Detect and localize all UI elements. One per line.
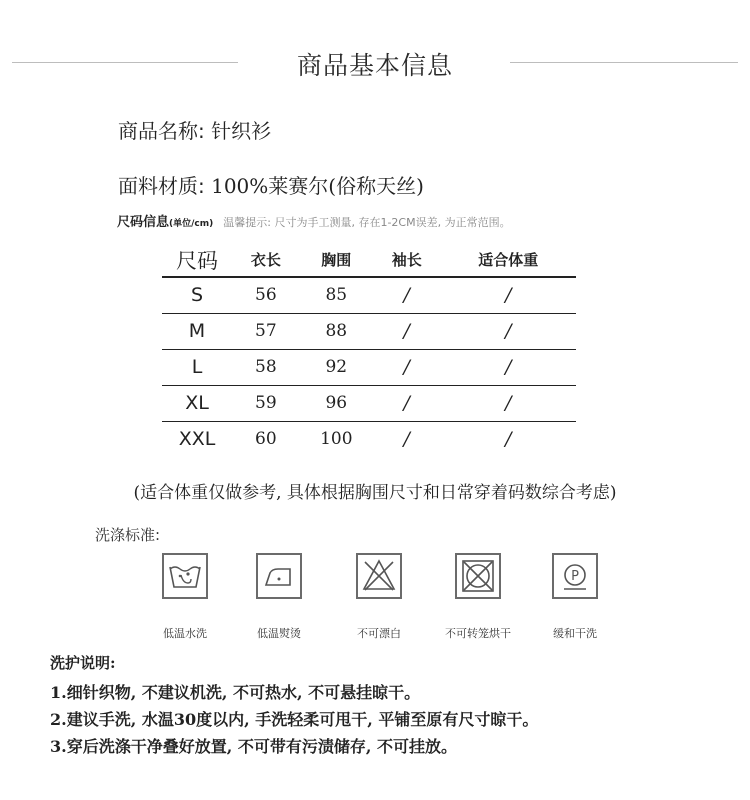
care-line: 1.细针织物, 不建议机洗, 不可热水, 不可悬挂晾干。 — [50, 683, 421, 702]
size-info-unit: (单位/cm) — [169, 219, 214, 229]
chest-cell: 92 — [300, 349, 373, 385]
size-info-label: 尺码信息 — [117, 215, 170, 230]
header-size: 尺码 — [162, 243, 232, 277]
weight-cell: / — [441, 349, 576, 385]
chest-cell: 96 — [300, 385, 373, 421]
no-tumble-dry-icon — [455, 553, 501, 599]
weight-cell: / — [441, 313, 576, 349]
material-value: 100%莱赛尔(俗称天丝) — [211, 174, 424, 198]
wash-label: 缓和干洗 — [553, 627, 597, 640]
header-weight: 适合体重 — [441, 243, 576, 277]
size-info-row — [117, 211, 511, 230]
wash-label: 不可漂白 — [357, 627, 401, 640]
length-cell: 58 — [232, 349, 300, 385]
sleeve-cell: / — [403, 428, 410, 451]
header-chest: 胸围 — [300, 243, 373, 277]
wash-label: 低温水洗 — [163, 627, 207, 640]
wash-label: 低温熨烫 — [257, 627, 301, 640]
length-cell: 60 — [255, 429, 277, 450]
wash-label: 不可转笼烘干 — [445, 627, 511, 640]
low-temp-wash-icon — [162, 553, 208, 599]
weight-cell: / — [441, 277, 576, 313]
weight-cell: / — [505, 428, 512, 451]
low-temp-iron-icon — [256, 553, 302, 599]
product-name-value: 针织衫 — [211, 119, 272, 143]
size-cell: XXL — [178, 428, 216, 451]
table-row — [162, 313, 576, 349]
material-row — [118, 170, 424, 199]
size-cell: S — [162, 277, 232, 313]
size-table — [162, 243, 576, 457]
section-title-row — [0, 40, 750, 90]
weight-cell: / — [441, 385, 576, 421]
sleeve-cell: / — [373, 313, 441, 349]
weight-note: (适合体重仅做参考, 具体根据胸围尺寸和日常穿着码数综合考虑) — [133, 483, 617, 503]
sleeve-cell: / — [373, 349, 441, 385]
chest-cell: 88 — [300, 313, 373, 349]
length-cell: 59 — [232, 385, 300, 421]
size-table-header — [162, 243, 576, 277]
size-cell: M — [162, 313, 232, 349]
washing-title: 洗涤标准: — [95, 526, 161, 544]
sleeve-cell: / — [373, 385, 441, 421]
table-row — [162, 385, 576, 421]
chest-cell: 85 — [300, 277, 373, 313]
care-line: 2.建议手洗, 水温30度以内, 手洗轻柔可甩干, 平铺至原有尺寸晾干。 — [50, 710, 539, 729]
size-cell: XL — [162, 385, 232, 421]
material-label: 面料材质: — [118, 174, 205, 198]
length-cell: 57 — [232, 313, 300, 349]
page-title: 商品基本信息 — [296, 51, 453, 80]
care-title: 洗护说明: — [50, 654, 116, 672]
gentle-dry-clean-icon — [552, 553, 598, 599]
chest-cell: 100 — [320, 429, 353, 450]
no-bleach-icon — [356, 553, 402, 599]
header-length: 衣长 — [232, 243, 300, 277]
svg-text:P: P — [571, 569, 579, 584]
table-row — [162, 349, 576, 385]
product-name-row — [118, 115, 271, 144]
care-line: 3.穿后洗涤干净叠好放置, 不可带有污渍储存, 不可挂放。 — [50, 737, 457, 756]
sleeve-cell: / — [373, 277, 441, 313]
length-cell: 56 — [232, 277, 300, 313]
table-row — [162, 421, 576, 457]
header-sleeve: 袖长 — [373, 243, 441, 277]
size-cell: L — [162, 349, 232, 385]
title-divider-right — [510, 62, 738, 63]
product-name-label: 商品名称: — [118, 119, 205, 143]
size-info-tip: 温馨提示: 尺寸为手工测量, 存在1-2CM误差, 为正常范围。 — [223, 216, 511, 229]
table-row — [162, 277, 576, 313]
